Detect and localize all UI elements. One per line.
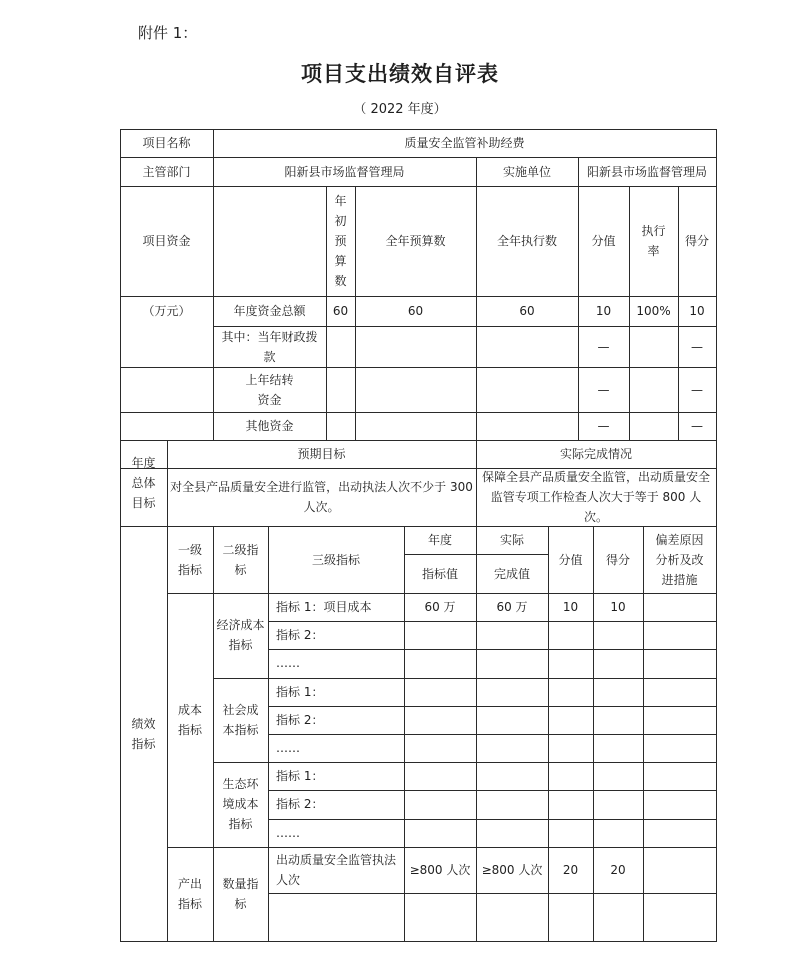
col-score-value: 分值	[591, 234, 616, 248]
col-level3: 三级指标	[311, 552, 360, 567]
indicator-name: 指标 1：	[276, 684, 324, 699]
indicator-name: 指标 2：	[276, 628, 324, 643]
indicator-name: 指标 1：项目成本	[276, 600, 372, 615]
goals-actual-label: 实际完成情况	[559, 447, 632, 461]
col-score: 得分	[684, 234, 709, 248]
funds-cell-score: —	[691, 339, 703, 354]
indicator-name: 指标 1：	[276, 769, 324, 784]
table-rule	[268, 893, 717, 894]
attachment-label: 附件 1：	[138, 24, 198, 42]
cost-group-label: 经济成本 指标	[216, 618, 265, 653]
goals-expected-label: 预期目标	[297, 447, 346, 461]
funds-row-label: 上年结转 资金	[245, 372, 294, 407]
goals-expected-text: 对全县产品质量安全进行监管，出动执法人次不少于 300 人次。	[170, 480, 473, 514]
indicator-name: 出动质量安全监管执法 人次	[276, 852, 397, 887]
funds-cell-score: —	[691, 419, 703, 433]
indicator-name: ……	[276, 656, 300, 671]
funds-cell-score: 10	[689, 304, 705, 318]
year-subtitle: （ 2022 年度）	[353, 102, 447, 117]
indicator-name: 指标 2：	[276, 797, 324, 812]
col-level1: 一级 指标	[177, 542, 202, 577]
col-ind-score: 得分	[605, 552, 630, 567]
indicator-score: 20	[610, 862, 626, 877]
indicator-score: 10	[610, 600, 626, 615]
funds-cell-initial: 60	[332, 304, 349, 318]
funds-cell-exec-rate: 100%	[636, 304, 671, 318]
indicator-name: ……	[276, 741, 300, 756]
indicator-name: 指标 2：	[276, 712, 324, 727]
funds-row-label: 年度资金总额	[233, 304, 306, 318]
cost-group-label: 社会成 本指标	[222, 702, 259, 737]
col-deviation: 偏差原因 分析及改 进措施	[655, 532, 704, 587]
funds-cell-executed: 60	[519, 304, 535, 318]
impl-value: 阳新县市场监督管理局	[586, 164, 707, 179]
col-initial-budget: 年 初 预 算 数	[334, 194, 347, 288]
funds-row-label: 其中：当年财政拨 款	[221, 329, 318, 364]
funds-cell-score-value: —	[597, 419, 610, 433]
funds-cell-score-value: —	[597, 382, 610, 397]
indicator-actual: 60 万	[496, 600, 528, 615]
indicator-annual: 60 万	[424, 600, 456, 615]
dept-value: 阳新县市场监督管理局	[284, 164, 405, 179]
col-annual-a: 年度	[427, 533, 452, 547]
impl-label: 实施单位	[502, 164, 551, 179]
page-title: 项目支出绩效自评表	[301, 62, 499, 86]
indicator-annual: ≥800 人次	[409, 862, 471, 877]
funds-row-label: 其他资金	[245, 419, 294, 433]
funds-cell-score-value: —	[597, 339, 610, 354]
table-rule	[120, 941, 717, 942]
col-level2: 二级指 标	[222, 542, 259, 577]
col-executed: 全年执行数	[496, 234, 557, 248]
indicators-label: 绩效 指标	[131, 716, 156, 751]
indicator-score-value: 10	[562, 600, 579, 615]
funds-cell-score-value: 10	[595, 304, 612, 318]
cost-group-label: 生态环 境成本 指标	[222, 777, 259, 832]
funds-unit: （万元）	[142, 304, 191, 318]
funds-cell-annual: 60	[407, 304, 424, 318]
output-indicator-label: 产出 指标	[177, 876, 202, 911]
indicator-actual: ≥800 人次	[481, 862, 543, 877]
project-name-value: 质量安全监管补助经费	[404, 136, 525, 150]
cost-indicator-label: 成本 指标	[177, 702, 202, 737]
quantity-indicator-label: 数量指 标	[222, 876, 259, 911]
funds-label: 项目资金	[142, 234, 191, 248]
funds-cell-score: —	[691, 382, 703, 397]
col-actual-b: 完成值	[493, 566, 530, 581]
project-name-label: 项目名称	[142, 136, 191, 150]
col-annual-budget: 全年预算数	[385, 234, 446, 248]
dept-label: 主管部门	[142, 164, 191, 179]
col-actual-a: 实际	[499, 533, 524, 547]
col-exec-rate: 执行 率	[641, 224, 666, 258]
col-annual-b: 指标值	[421, 566, 458, 581]
goals-label: 年度 总体 目标	[131, 456, 156, 510]
col-ind-score-value: 分值	[558, 552, 583, 567]
goals-actual-text: 保障全县产品质量安全监管，出动质量安全监管专项工作检查人次大于等于 800 人次。	[481, 470, 710, 524]
indicator-name: ……	[276, 825, 300, 840]
indicator-score-value: 20	[562, 862, 579, 877]
